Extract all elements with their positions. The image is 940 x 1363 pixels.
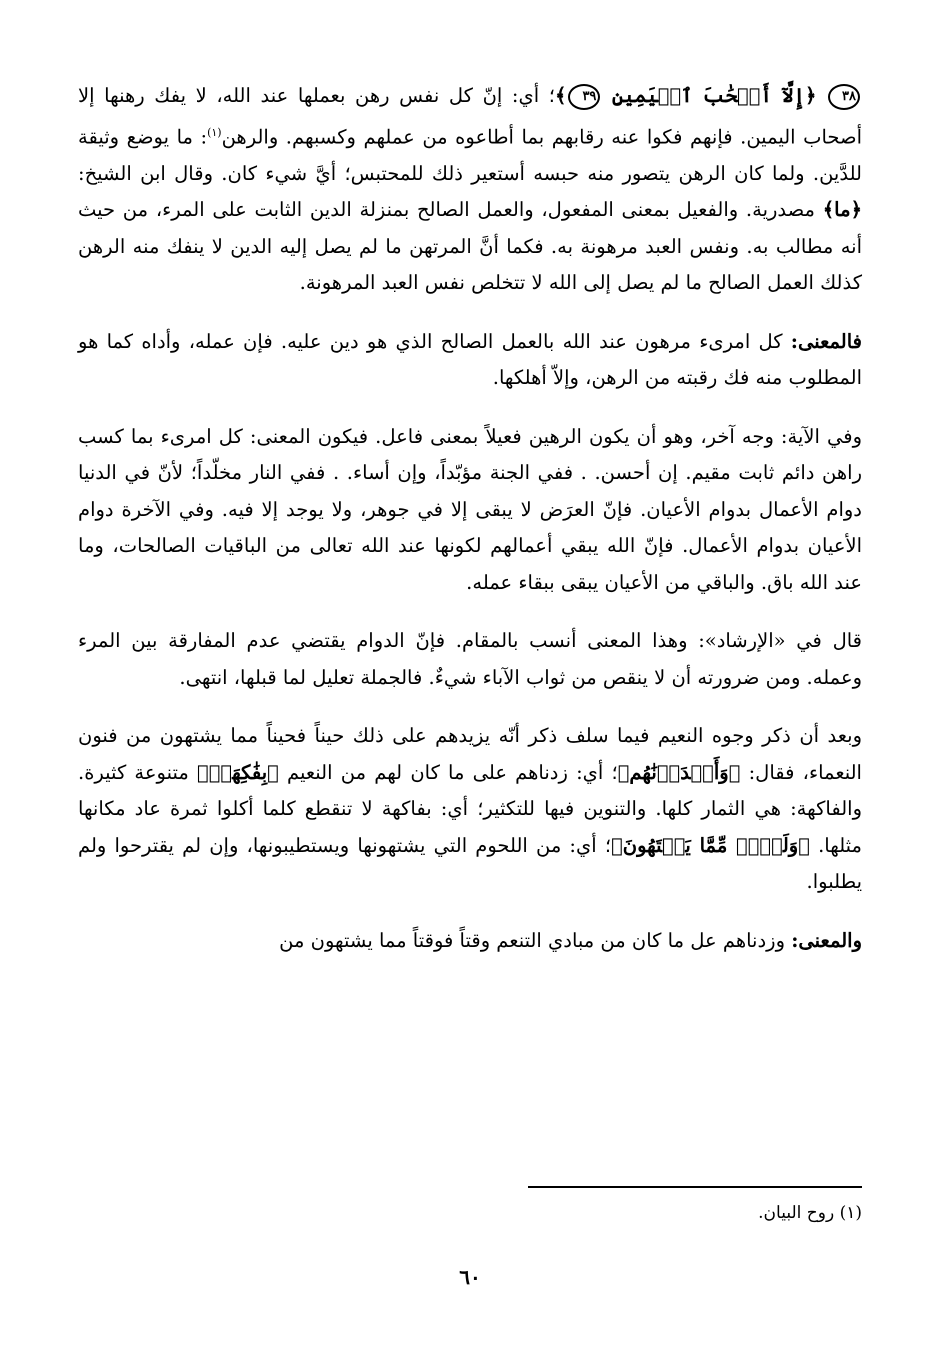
page-body: [78, 78, 862, 981]
paragraph-4: [78, 623, 862, 696]
paragraph-2: [78, 324, 862, 397]
footnote-number: (١): [839, 1203, 862, 1223]
paragraph-lead: فالمعنى:: [790, 329, 862, 353]
paragraph-text: متنوعة كثيرة. والفاكهة: هي الثمار كلها. والتنوين فيها للتكثير؛ أي: بفاكهة لا تنقطع كلما أكلوا ثمرة عاد مكانها مثلها.: [78, 760, 862, 857]
footnote: [758, 1200, 862, 1226]
paragraph-text: وفي الآية: وجه آخر، وهو أن يكون الرهين فعيلاً بمعنى فاعل. فيكون المعنى: كل امرىء بما كسب راهن دائم ثابت مقيم. إن أحسن. . ففي الجنة مؤبّداً، وإن أساء. . ففي النار مخلّداً؛ لأنّ في الدنيا دوام الأعمال بدوام الأعيان. فإنّ العرَض لا يبقى إلا في جوهر، ولا يوجد إلا فيه. وفي الآخرة دوام الأعيان بدوام الأعمال. فإنّ الله يبقي أعمالهم لكونها عند الله تعالى من الباقيات الصالحات، وما عند الله باق. والباقي من الأعيان يبقى ببقاء عمله.: [78, 424, 862, 594]
paragraph-text: وبعد أن ذكر وجوه النعيم فيما سلف ذكر أنّه يزيدهم على ذلك حيناً فحيناً مما يشتهون من فنون النعماء، فقال:: [78, 724, 862, 784]
paragraph-5: [78, 718, 862, 901]
quran-close-brace: ﴾: [611, 833, 623, 857]
quran-open-brace: ﴿: [850, 198, 862, 221]
paragraph-text: كل امرىء مرهون عند الله بالعمل الصالح الذي هو دين عليه. فإن عمله، وأداه كما هو المطلوب منه فك رقبته من الرهن، وإلاّ أهلكها.: [78, 329, 862, 389]
paragraph-text: ؛ أي: زدناهم على ما كان لهم من النعيم: [278, 760, 618, 784]
quran-open-brace: ﴿: [728, 760, 741, 784]
paragraph-text: مصدرية. والفعيل بمعنى المفعول، والعمل الصالح بمنزلة الدين الثابت على المرء، من حيث أنه مطالب به. ونفس العبد مرهونة به. فكما أنَّ المرتهن ما لم يصل إليه الدين لا ينفك منه الرهن كذلك العمل الصالح ما لم يصل إلى الله لا تتخلص نفس العبد المرهونة.: [78, 198, 862, 294]
paragraph-1: [78, 78, 862, 302]
paragraph-text: ؛ أي: إنّ كل نفس رهن بعملها عند الله، لا يفك رهنها إلا أصحاب اليمين. فإنهم فكوا عنه رقابهم بما أطاعوه من عملهم وكسبهم. والرهن: [78, 84, 862, 148]
paragraph-6: [78, 923, 862, 960]
quran-verse: إِلَّآ أَصۡحَٰبَ ٱلۡيَمِينِ: [612, 84, 805, 107]
quran-word: ما: [834, 198, 851, 221]
footnote-text: روح البيان.: [758, 1203, 835, 1223]
quran-verse: بِفَٰكِهَةٖ: [208, 760, 268, 784]
quran-close-brace: ﴾: [617, 760, 630, 784]
quran-open-brace: ﴿: [267, 760, 279, 784]
quran-open-brace: ﴿: [798, 833, 810, 857]
paragraph-text: ؛ أي: من اللحوم التي يشتهونها ويستطيبونها، وإن لم يقترحوا ولم يطلبوا.: [78, 833, 862, 893]
paragraph-text: : ما يوضع وثيقة للدَّين. ولما كان الرهن يتصور منه حبسه أستعير ذلك للمحتبس؛ أيَّ شيء كان. وقال ابن الشيخ:: [78, 125, 862, 185]
paragraph-text: وزدناهم عل ما كان من مبادي التنعم وقتاً فوقتاً مما يشتهون من: [279, 928, 792, 952]
footnote-divider: [528, 1186, 862, 1188]
footnote-reference[interactable]: (١): [207, 125, 222, 139]
quran-verse: وَلَحۡمٖ مِّمَّا يَشۡتَهُونَ: [622, 833, 799, 857]
paragraph-3: [78, 419, 862, 602]
quran-verse: وَأَمۡدَدۡنَٰهُم: [629, 760, 729, 784]
quran-close-brace: ﴾: [554, 84, 567, 107]
paragraph-lead: والمعنى:: [791, 928, 862, 952]
quran-close-brace: ﴾: [196, 760, 209, 784]
page-number: ٦٠: [459, 1265, 481, 1289]
ayah-number-badge: ٣٨: [828, 84, 860, 110]
paragraph-text: قال في «الإرشاد»: وهذا المعنى أنسب بالمقام. فإنّ الدوام يقتضي عدم المفارقة بين المرء وعمله. ومن ضرورته أن لا ينقص من ثواب الآباء شيءٌ. فالجملة تعليل لما قبلها، انتهى.: [78, 629, 862, 689]
quran-open-brace: ﴿: [804, 84, 817, 107]
ayah-number-badge: ٣٩: [568, 84, 600, 110]
quran-close-brace: ﴾: [822, 198, 835, 221]
